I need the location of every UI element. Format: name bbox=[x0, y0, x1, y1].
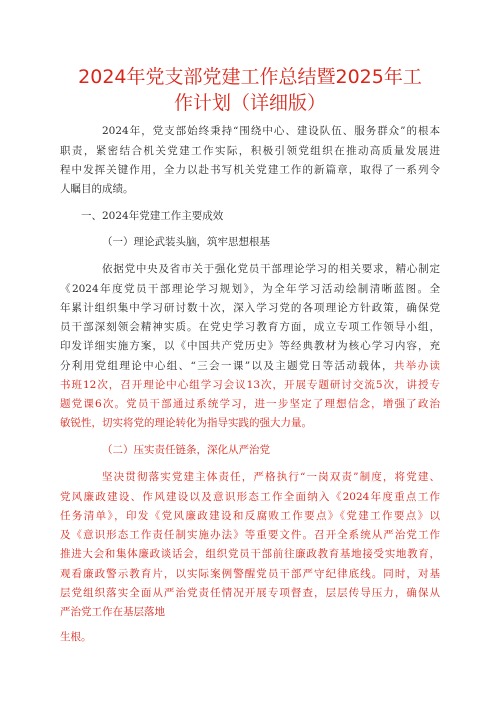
body-line: 依据党中央及省市关于强化党员干部理论学习的相关要求，精心制定 bbox=[102, 263, 440, 275]
body-line bbox=[60, 359, 440, 373]
body-line: 员干部深刻领会精神实质。在党史学习教育方面，成立专项工作领导小组， bbox=[60, 321, 440, 333]
intro-line: 人瞩目的成绩。 bbox=[60, 183, 134, 195]
body-line: 《2024年度党员干部理论学习规划》，为全年学习活动绘制清晰蓝图。全 bbox=[60, 283, 440, 295]
title-line-2: 作计划（详细版） bbox=[173, 92, 326, 114]
subsection-2-heading: （二）压实责任链条，深化从严治党 bbox=[102, 444, 270, 456]
highlighted-line: 及《意识形态工作责任制实施办法》等重要文件。召开全系统从严治党工作 bbox=[60, 529, 440, 541]
section-1-heading: 一、2024年党建工作主要成效 bbox=[81, 210, 224, 222]
highlighted-line: 严治党工作在基层落地 bbox=[60, 606, 165, 618]
subsection-1-heading: （一）理论武装头脑，筑牢思想根基 bbox=[102, 236, 270, 248]
highlighted-line: 观看廉政警示教育片，以实际案例警醒党员干部严守纪律底线。同时，对基 bbox=[60, 568, 440, 580]
intro-line: 2024年，党支部始终秉持“围绕中心、建设队伍、服务群众”的根本 bbox=[102, 125, 440, 137]
highlighted-line: 党风廉政建设、作风建设以及意识形态工作全面纳入《2024年度重点工作 bbox=[60, 491, 440, 503]
body-text: 分利用党组理论中心组、“三会一课”以及主题党日等活动载体， bbox=[60, 360, 394, 372]
intro-line: 程中发挥关键作用，全力以赴书写机关党建工作的新篇章，取得了一系列令 bbox=[60, 164, 440, 176]
document-title bbox=[60, 64, 440, 116]
highlighted-line: 题党课6次。党员干部通过系统学习，进一步坚定了理想信念，增强了政治 bbox=[60, 398, 440, 410]
highlighted-text: 共举办读 bbox=[393, 360, 440, 372]
highlighted-line: 书班12次，召开理论中心组学习会议13次，开展专题研讨交流5次，讲授专 bbox=[60, 379, 440, 391]
highlighted-line: 推进大会和集体廉政谈话会，组织党员干部前往廉政教育基地接受实地教育， bbox=[60, 548, 440, 560]
intro-line: 职责，紧密结合机关党建工作实际，积极引领党组织在推动高质量发展进 bbox=[60, 145, 440, 157]
body-line: 年累计组织集中学习研讨数十次，深入学习党的各项理论方针政策，确保党 bbox=[60, 302, 440, 314]
highlighted-line: 任务清单》，印发《党风廉政建设和反腐败工作要点》《党建工作要点》以 bbox=[60, 510, 440, 522]
body-line: 印发详细实施方案，以《中国共产党历史》等经典教材为核心学习内容，充 bbox=[60, 340, 440, 352]
highlighted-line: 敏锐性，切实将党的理论转化为指导实践的强大力量。 bbox=[60, 417, 312, 429]
title-line-1: 2024年党支部党建工作总结暨2025年工 bbox=[78, 66, 422, 88]
highlighted-line: 坚决贯彻落实党建主体责任，严格执行“一岗双责”制度，将党建、 bbox=[102, 471, 440, 483]
highlighted-line: 层党组织落实全面从严治党责任情况开展专项督查，层层传导压力，确保从 bbox=[60, 587, 440, 599]
highlighted-line: 生根。 bbox=[60, 631, 92, 643]
